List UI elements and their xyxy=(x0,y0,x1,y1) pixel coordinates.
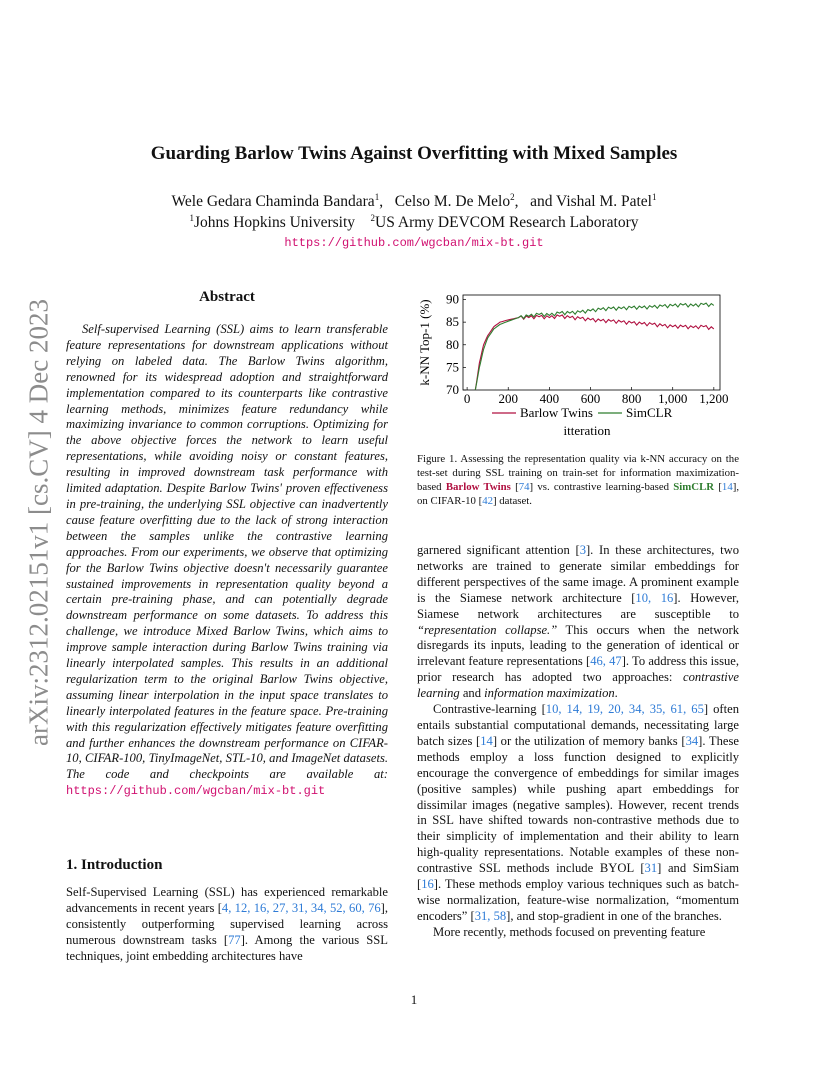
x-tick-label: 600 xyxy=(580,391,601,406)
author-name: Wele Gedara Chaminda Bandara xyxy=(171,193,375,210)
text-run: Figure 1. Assessing the representation quality via k-NN accuracy on the test-set during SSL training on train-set for information maximization-based xyxy=(417,453,739,493)
text-run: ], consistently outperforming supervised learning across numerous downstream tasks [ xyxy=(66,900,389,947)
x-tick-label: 800 xyxy=(621,391,642,406)
simclr-label: SimCLR xyxy=(673,481,715,493)
citation-link[interactable]: 3 xyxy=(579,543,586,557)
text-run: ] often entails substantial computational demands, necessitating large batch sizes [ xyxy=(417,702,740,748)
text-run: ]. In these architectures, two networks are trained to generate similar embeddings for different perspectives of the same image. A prominent example is the Siamese network architecture [ xyxy=(417,543,740,605)
body-paragraph xyxy=(417,702,739,925)
series-line-barlow-twins xyxy=(475,315,714,390)
text-run: [ xyxy=(510,481,519,493)
citation-link[interactable]: 10, 14, 19, 20, 34, 35, 61, 65 xyxy=(545,702,704,717)
author-affil-mark: 1 xyxy=(374,192,380,202)
y-tick-label: 70 xyxy=(446,382,459,397)
citation-link[interactable]: 31 xyxy=(644,861,658,876)
y-tick-label: 75 xyxy=(446,359,459,375)
affil-mark: 2 xyxy=(370,213,376,223)
abstract-heading: Abstract xyxy=(199,289,255,305)
text-run: ]. These methods employ a loss function designed to explicitly encourage the convergence of embeddings for similar images (positive samples) while pushing apart embeddings for dissimilar images (negative samples). However, recent trends in SSL have shifted towards non-contrastive methods due to their simplicity of implementation and their ability to learn high-quality representations. Notable examples of these non-contrastive SSL methods include BYOL [ xyxy=(417,733,739,876)
text-run: . xyxy=(614,686,618,701)
affiliation: Johns Hopkins University xyxy=(194,214,356,231)
y-tick-label: 80 xyxy=(446,336,459,352)
author-affil-mark: 1 xyxy=(652,192,657,202)
citation-link[interactable]: 4, 12, 16, 27, 31, 34, 52, 60, 76 xyxy=(221,900,381,915)
author-name: Celso M. De Melo xyxy=(394,193,511,210)
citation-link[interactable]: 31, 58 xyxy=(474,908,507,923)
text-run: garnered significant attention [ xyxy=(417,543,580,557)
legend-label: SimCLR xyxy=(626,405,673,420)
citation-link[interactable]: 42 xyxy=(482,495,493,507)
text-run: ], and stop-gradient in one of the branches. xyxy=(506,908,722,923)
author-affil-mark: 2 xyxy=(510,192,515,202)
affiliation-list xyxy=(0,214,828,232)
body-paragraph xyxy=(417,543,739,702)
text-run: [ xyxy=(714,481,722,493)
x-tick-label: 1,000 xyxy=(658,391,688,406)
text-run: ] vs. contrastive learning-based xyxy=(529,481,674,493)
y-tick-label: 85 xyxy=(446,314,459,330)
emphasis-text: information maximization xyxy=(484,686,615,701)
affil-mark: 1 xyxy=(189,213,194,223)
affiliation: US Army DEVCOM Research Laboratory xyxy=(375,214,639,231)
abstract-url-link[interactable]: https://github.com/wgcban/mix-bt.git xyxy=(66,784,326,799)
emphasis-text: contrastive learning xyxy=(417,670,739,701)
citation-link[interactable]: 46, 47 xyxy=(590,654,622,669)
citation-link[interactable]: 14 xyxy=(480,733,493,748)
right-column-body xyxy=(417,543,739,941)
text-run: More recently, methods focused on preventing feature xyxy=(433,924,706,939)
author-name: and Vishal M. Patel xyxy=(530,193,652,210)
citation-link[interactable]: 77 xyxy=(228,932,241,947)
page-number: 1 xyxy=(410,992,418,1007)
arxiv-identifier: arXiv:2312.02151v1 [cs.CV] 4 Dec 2023 xyxy=(23,299,54,746)
author-list: Wele Gedara Chaminda Bandara$^1$, Celso M. De Melo$^2$, and Vishal M. Patel$^1$ xyxy=(171,192,657,210)
citation-link[interactable]: 10, 16 xyxy=(635,590,674,605)
x-tick-label: 200 xyxy=(498,391,518,406)
x-tick-label: 0 xyxy=(463,391,471,406)
x-axis-label: itteration xyxy=(563,423,611,438)
citation-link[interactable]: 14 xyxy=(721,481,733,493)
x-tick-label: 400 xyxy=(539,391,560,406)
citation-link[interactable]: 34 xyxy=(685,733,699,748)
citation-link[interactable]: 16 xyxy=(421,877,434,892)
knn-accuracy-chart xyxy=(412,287,742,442)
text-run: Contrastive-learning [ xyxy=(433,702,546,717)
text-run: and xyxy=(459,686,485,701)
text-run: This occurs when the network disregards its inputs, leading to the generation of identical or irrelevant feature representations [ xyxy=(417,622,739,669)
figure-caption xyxy=(417,452,739,508)
text-run: Self-Supervised Learning (SSL) has experienced remarkable advancements in recent years [ xyxy=(66,885,388,915)
emphasis-text: “representation collapse.” xyxy=(417,622,558,637)
text-run: ]. Among the various SSL techniques, joint embedding architectures have xyxy=(66,932,388,963)
y-tick-label: 90 xyxy=(446,291,459,307)
abstract-text: Self-supervised Learning (SSL) aims to learn transferable feature representations for downstream applications without relying on labeled data. The Barlow Twins algorithm, renowned for its widespread adoption and straightforward implementation compared to its counterparts like contrastive learning methods, minimizes feature redundancy while maximizing invariance to common corruptions. Optimizing for the above objective forces the network to learn useful representations, while avoiding noisy or constant features, resulting in improved downstream task performance with limited adaptation. Despite Barlow Twins' proven effectiveness in pre-training, the underlying SSL objective can inadvertently cause feature overfitting due to the lack of strong interaction between the samples unlike the contrastive learning approaches. From our experiments, we observe that optimizing for the Barlow Twins objective doesn't necessarily guarantee sustained improvements in representation quality beyond a certain pre-training phase, and can potentially degrade downstream performance on some datasets. To address this challenge, we introduce Mixed Barlow Twins, which aims to improve sample interaction during Barlow Twins training via linearly interpolated samples. This results in an additional regularization term to the original Barlow Twins objective, assuming linear interpolation in the input space translates to linearly interpolated features in the feature space. Pre-training with this regularization effectively mitigates feature overfitting and further enhances the downstream performance on CIFAR-10, CIFAR-100, TinyImageNet, STL-10, and ImageNet datasets. The code and checkpoints are available at: xyxy=(66,322,388,782)
project-url-link[interactable]: https://github.com/wgcban/mix-bt.git xyxy=(284,236,544,250)
text-run: ]. To address this issue, prior research has adopted two approaches: xyxy=(417,654,740,685)
y-axis-label: k-NN Top-1 (%) xyxy=(417,299,432,386)
abstract-body xyxy=(66,322,388,800)
chart-legend xyxy=(492,405,673,420)
intro-paragraph xyxy=(66,885,388,965)
legend-label: Barlow Twins xyxy=(520,405,593,420)
plot-frame xyxy=(463,295,720,390)
text-run: ] or the utilization of memory banks [ xyxy=(492,733,686,748)
text-run: ] dataset. xyxy=(492,495,532,507)
text-run: ] and SimSiam [ xyxy=(417,861,739,892)
text-run: ]. These methods employ various techniques such as batch-wise normalization, feature-wise normalization, “momentum encoders” [ xyxy=(417,877,739,923)
text-run: ], on CIFAR-10 [ xyxy=(417,481,740,507)
section-heading-introduction: 1. Introduction xyxy=(66,857,163,873)
paper-title: Guarding Barlow Twins Against Overfitting with Mixed Samples xyxy=(150,143,678,164)
x-tick-label: 1,200 xyxy=(699,391,729,406)
barlow-twins-label: Barlow Twins xyxy=(445,481,511,493)
body-paragraph xyxy=(417,925,739,941)
text-run: ]. However, Siamese network architectures are susceptible to xyxy=(417,590,739,621)
series-line-simclr xyxy=(475,303,714,390)
citation-link[interactable]: 74 xyxy=(518,481,530,493)
